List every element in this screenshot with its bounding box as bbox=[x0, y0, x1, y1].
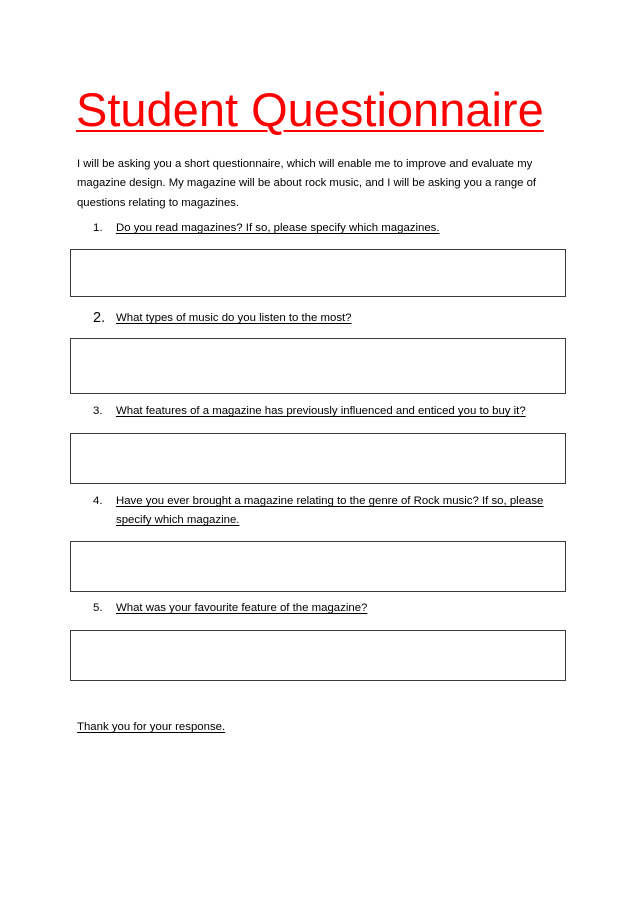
answer-box-1[interactable] bbox=[70, 249, 566, 297]
question-5 bbox=[93, 599, 573, 618]
question-text: What was your favourite feature of the magazine? bbox=[116, 602, 368, 614]
question-text: Have you ever brought a magazine relating to the genre of Rock music? If so, please specify which magazine. bbox=[116, 495, 544, 526]
question-3 bbox=[93, 402, 573, 421]
question-number: 5. bbox=[93, 602, 103, 614]
question-1 bbox=[93, 219, 573, 238]
question-4 bbox=[93, 492, 573, 530]
answer-box-2[interactable] bbox=[70, 338, 566, 394]
answer-box-4[interactable] bbox=[70, 541, 566, 592]
question-text: Do you read magazines? If so, please specify which magazines. bbox=[116, 222, 440, 234]
answer-box-3[interactable] bbox=[70, 433, 566, 484]
intro-paragraph: I will be asking you a short questionnaire, which will enable me to improve and evaluate my magazine design. My magazine will be about rock music, and I will be asking you a range of questions relating to magazines. bbox=[77, 158, 537, 209]
question-number: 1. bbox=[93, 222, 103, 234]
question-number: 3. bbox=[93, 405, 103, 417]
question-text: What types of music do you listen to the most? bbox=[116, 312, 352, 324]
answer-box-5[interactable] bbox=[70, 630, 566, 681]
question-number: 2. bbox=[93, 310, 106, 326]
closing-text: Thank you for your response. bbox=[77, 721, 226, 733]
question-2 bbox=[93, 309, 573, 328]
question-number: 4. bbox=[93, 495, 103, 507]
question-text: What features of a magazine has previously influenced and enticed you to buy it? bbox=[116, 405, 526, 417]
page-title: Student Questionnaire bbox=[76, 83, 544, 136]
